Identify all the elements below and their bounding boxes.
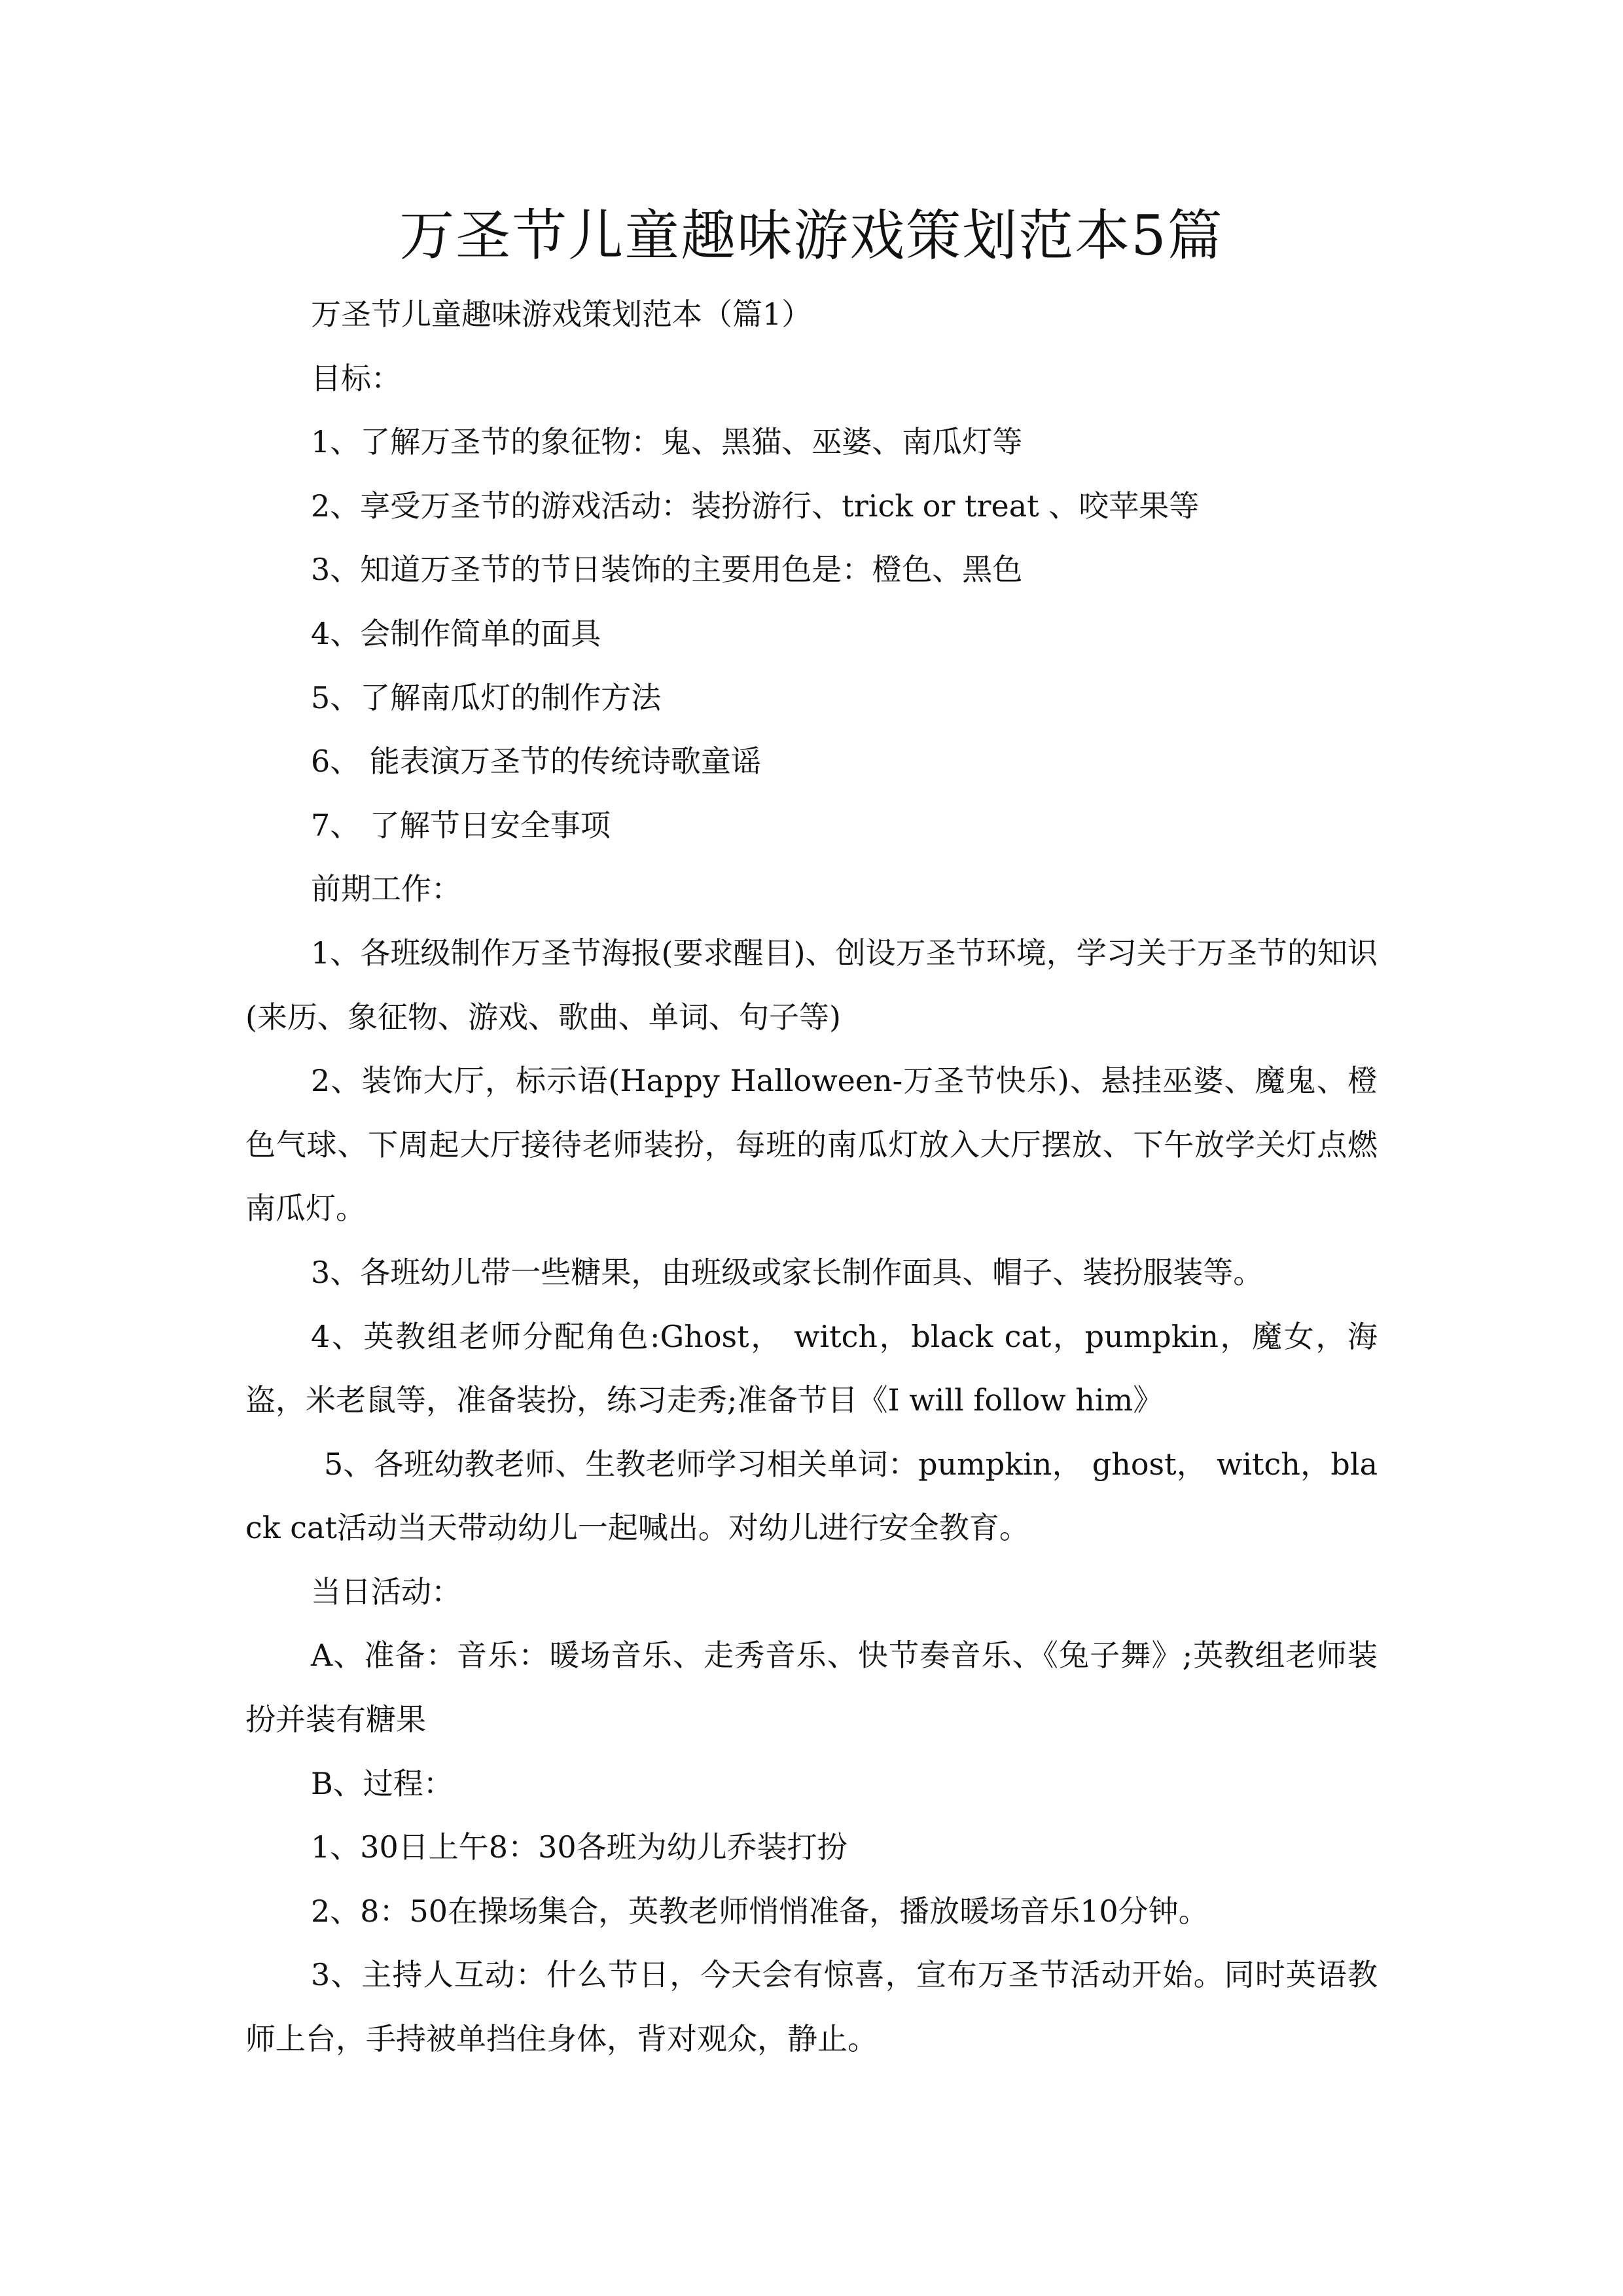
activity-item: 2、8：50在操场集合，英教老师悄悄准备，播放暖场音乐10分钟。 <box>311 1893 1209 1929</box>
preparation-item: 2、装饰大厅，标示语(Happy Halloween-万圣节快乐)、悬挂巫婆、魔鬼、橙色气球、下周起大厅接待老师装扮，每班的南瓜灯放入大厅摆放、下午放学关灯点燃南瓜灯。 <box>245 1063 1378 1227</box>
goal-item: 2、享受万圣节的游戏活动：装扮游行、trick or treat 、咬苹果等 <box>311 488 1200 524</box>
goal-item: 1、了解万圣节的象征物：鬼、黑猫、巫婆、南瓜灯等 <box>311 424 1023 460</box>
preparation-item: 4、英教组老师分配角色:Ghost， witch，black cat，pumpkin，魔女，海盗，米老鼠等，准备装扮，练习走秀;准备节目《I will follow him》 <box>245 1318 1378 1418</box>
goal-item: 4、会制作简单的面具 <box>311 615 601 651</box>
preparation-heading: 前期工作： <box>311 871 461 907</box>
goal-item: 6、 能表演万圣节的传统诗歌童谣 <box>311 744 761 780</box>
goals-heading: 目标： <box>311 360 401 396</box>
preparation-item: 5、各班幼教老师、生教老师学习相关单词：pumpkin， ghost， witch，black cat活动当天带动幼儿一起喊出。对幼儿进行安全教育。 <box>245 1446 1378 1546</box>
preparation-item: 3、各班幼儿带一些糖果，由班级或家长制作面具、帽子、装扮服装等。 <box>311 1254 1264 1290</box>
document-title: 万圣节儿童趣味游戏策划范本5篇 <box>399 204 1224 268</box>
activity-heading: 当日活动： <box>311 1573 461 1609</box>
goal-item: 5、了解南瓜灯的制作方法 <box>311 679 662 715</box>
activity-item: B、过程： <box>311 1765 454 1801</box>
goal-item: 7、 了解节日安全事项 <box>311 807 611 843</box>
activity-item: 3、主持人互动：什么节日，今天会有惊喜，宣布万圣节活动开始。同时英语教师上台，手持被单挡住身体，背对观众，静止。 <box>245 1957 1378 2057</box>
activity-item: A、准备：音乐：暖场音乐、走秀音乐、快节奏音乐、《兔子舞》;英教组老师装扮并装有糖果 <box>245 1638 1378 1738</box>
preparation-item: 1、各班级制作万圣节海报(要求醒目)、创设万圣节环境，学习关于万圣节的知识(来历、象征物、游戏、歌曲、单词、句子等) <box>245 935 1378 1035</box>
section-heading: 万圣节儿童趣味游戏策划范本（篇1） <box>311 296 812 332</box>
activity-item: 1、30日上午8：30各班为幼儿乔装打扮 <box>311 1829 847 1865</box>
goal-item: 3、知道万圣节的节日装饰的主要用色是：橙色、黑色 <box>311 552 1023 588</box>
document-body <box>245 283 1378 2072</box>
